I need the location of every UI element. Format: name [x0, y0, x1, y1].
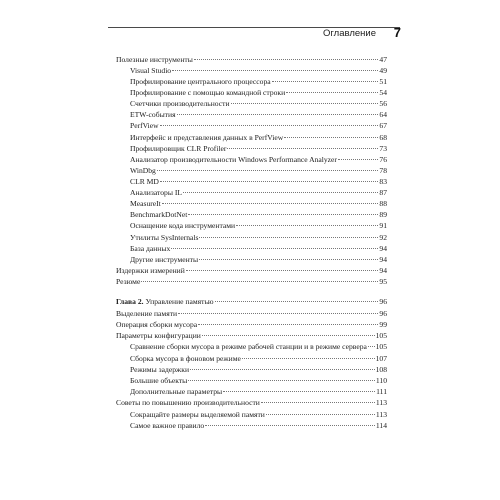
toc-entry-page: 94: [379, 266, 387, 275]
toc-entry-text: Операция сборки мусора: [116, 320, 198, 329]
toc-entry: [116, 297, 387, 307]
toc-entry-page: 73: [379, 144, 387, 153]
toc-entry-page: 96: [379, 297, 387, 306]
toc-entry: [130, 365, 387, 375]
toc-dot-leader: [266, 414, 375, 415]
toc-entry-text: Дополнительные параметры: [130, 387, 223, 396]
toc-entry-page: 64: [379, 110, 387, 119]
toc-entry-text: Параметры конфигурации: [116, 331, 201, 340]
toc-entry-page: 108: [375, 365, 387, 374]
toc-entry-title: [116, 277, 140, 287]
toc-entry-text: Интерфейс и представления данных в PerfView: [130, 133, 284, 142]
toc-dot-leader: [160, 181, 379, 182]
toc-entry-title: [130, 188, 182, 198]
toc-entry: [130, 110, 387, 120]
toc-dot-leader: [368, 346, 375, 347]
toc-entry-page: 51: [379, 77, 387, 86]
toc-entry: [130, 199, 387, 209]
toc-entry: [130, 99, 387, 109]
toc-dot-leader: [272, 81, 379, 82]
toc-entry-title: [116, 320, 197, 330]
toc-dot-leader: [188, 380, 375, 381]
toc-entry: [130, 66, 387, 76]
toc-dot-leader: [223, 391, 375, 392]
toc-dot-leader: [186, 270, 379, 271]
toc-entry-page: 83: [379, 177, 387, 186]
toc-entry-page: 91: [379, 221, 387, 230]
running-header-page-number: 7: [393, 25, 401, 40]
toc-entry-text: Сборка мусора в фоновом режиме: [130, 354, 241, 363]
toc-dot-leader: [338, 159, 378, 160]
toc-entry: [116, 320, 387, 330]
toc-entry: [130, 387, 387, 397]
toc-entry-text: Оснащение кода инструментами: [130, 221, 236, 230]
toc-entry-text: Сокращайте размеры выделяемой памяти: [130, 410, 265, 419]
toc-entry-title: [130, 365, 189, 375]
toc-entry: [130, 376, 387, 386]
toc-entry: [116, 277, 387, 287]
toc-entry-text: Сравнение сборки мусора в режиме рабочей станции и в режиме сервера: [130, 342, 367, 351]
toc-dot-leader: [284, 137, 378, 138]
toc-dot-leader: [205, 425, 375, 426]
toc-entry-page: 95: [379, 277, 387, 286]
toc-entry-title: [130, 110, 176, 120]
toc-entry-title: [130, 255, 198, 265]
toc-entry-text: Другие инструменты: [130, 255, 199, 264]
toc-entry-text: Большие объекты: [130, 376, 188, 385]
toc-entry-title: [130, 177, 159, 187]
toc-entry-page: 113: [375, 410, 387, 419]
toc-entry: [116, 309, 387, 319]
toc-entry: [130, 133, 387, 143]
toc-entry-text: Выделение памяти: [116, 309, 178, 318]
toc-entry: [130, 144, 387, 154]
toc-entry-page: 113: [375, 398, 387, 407]
toc-entry: [130, 244, 387, 254]
toc-entry-page: 89: [379, 210, 387, 219]
toc-entry-title: [130, 166, 156, 176]
toc-entry-page: 54: [379, 88, 387, 97]
toc-dot-leader: [188, 214, 378, 215]
toc-entry-title: [130, 410, 265, 420]
toc-entry-text: Анализатор производительности Windows Performance Analyzer: [130, 155, 337, 164]
toc-entry-text: База данных: [130, 244, 171, 253]
toc-entry-title: [130, 210, 187, 220]
toc-entry: [130, 221, 387, 231]
toc-dot-leader: [194, 59, 379, 60]
toc-dot-leader: [236, 225, 378, 226]
toc-dot-leader: [199, 259, 378, 260]
toc-dot-leader: [177, 114, 379, 115]
toc-entry-page: 76: [379, 155, 387, 164]
toc-entry-title: [130, 387, 222, 397]
toc-dot-leader: [198, 324, 378, 325]
toc-entry-page: 94: [379, 244, 387, 253]
toc-dot-leader: [202, 335, 375, 336]
toc-entry-text: Visual Studio: [130, 66, 172, 75]
toc-entry-title: [116, 398, 260, 408]
toc-dot-leader: [172, 70, 378, 71]
toc-entry: [130, 233, 387, 243]
toc-chapter-label: Глава 2.: [116, 297, 144, 306]
toc-entry-text: Самое важное правило: [130, 421, 205, 430]
toc-entry-text: Утилиты SysInternals: [130, 233, 199, 242]
toc-entry-page: 87: [379, 188, 387, 197]
toc-entry: [130, 188, 387, 198]
toc-entry-text: Счетчики производительности: [130, 99, 230, 108]
toc-entry-page: 105: [375, 331, 387, 340]
toc-entry-page: 92: [379, 233, 387, 242]
toc-entry-page: 105: [375, 342, 387, 351]
toc-entry-title: [130, 121, 159, 131]
toc-entry-text: Профилирование центрального процессора: [130, 77, 271, 86]
toc-entry-page: 110: [375, 376, 387, 385]
toc-entry: [116, 331, 387, 341]
toc-entry: [116, 55, 387, 65]
toc-entry: [130, 166, 387, 176]
toc-entry-title: [130, 144, 226, 154]
toc-dot-leader: [231, 103, 379, 104]
toc-dot-leader: [162, 203, 379, 204]
toc-entry-title: [130, 66, 171, 76]
toc-entry: [130, 255, 387, 265]
toc-dot-leader: [178, 313, 378, 314]
running-header-title: Оглавление: [323, 28, 376, 39]
toc-entry-title: [130, 342, 367, 352]
toc-entry-title: [130, 155, 337, 165]
toc-entry: [130, 354, 387, 364]
toc-entry-text: Резюме: [116, 277, 141, 286]
toc-entry-page: 96: [379, 309, 387, 318]
toc-dot-leader: [227, 148, 378, 149]
toc-entry-title: [116, 297, 214, 307]
toc-entry-page: 49: [379, 66, 387, 75]
toc-dot-leader: [157, 170, 379, 171]
toc-entry: [130, 410, 387, 420]
toc-dot-leader: [261, 402, 375, 403]
toc-dot-leader: [242, 358, 375, 359]
toc-entry-text: Режимы задержки: [130, 365, 190, 374]
toc-entry: [130, 342, 387, 352]
toc-entry-text: BenchmarkDotNet: [130, 210, 188, 219]
toc-entry-page: 107: [375, 354, 387, 363]
toc-entry-text: PerfView: [130, 121, 159, 130]
toc-entry-title: [116, 331, 201, 341]
toc-entry-title: [130, 133, 283, 143]
toc-dot-leader: [183, 192, 378, 193]
toc-entry-page: 67: [379, 121, 387, 130]
toc-entry-title: [130, 99, 230, 109]
toc-entry-page: 111: [376, 387, 387, 396]
toc-dot-leader: [190, 369, 375, 370]
toc-entry-page: 56: [379, 99, 387, 108]
toc-entry-title: [130, 233, 198, 243]
toc-entry-text: CLR MD: [130, 177, 159, 186]
toc-entry-page: 94: [379, 255, 387, 264]
toc-entry-text: Полезные инструменты: [116, 55, 193, 64]
toc-entry-text: MeasureIt: [130, 199, 161, 208]
toc-entry: [116, 266, 387, 276]
toc-entry: [130, 88, 387, 98]
toc-entry-title: [116, 55, 193, 65]
toc-entry-title: [116, 309, 177, 319]
toc-entry-text: Профилирование с помощью командной строки: [130, 88, 286, 97]
toc-entry: [116, 398, 387, 408]
toc-entry-title: [130, 199, 161, 209]
toc-entry-text: Профилировщик CLR Profiler: [130, 144, 227, 153]
toc-dot-leader: [286, 92, 378, 93]
toc-entry-page: 47: [379, 55, 387, 64]
toc-entry: [130, 177, 387, 187]
toc-entry-title: [130, 77, 271, 87]
toc-entry-title: [130, 376, 187, 386]
toc-entry: [130, 210, 387, 220]
toc-dot-leader: [171, 248, 378, 249]
toc-entry-page: 68: [379, 133, 387, 142]
toc-dot-leader: [199, 237, 378, 238]
toc-dot-leader: [215, 301, 379, 302]
toc-entry: [130, 77, 387, 87]
toc-entry-text: Управление памятью: [145, 297, 214, 306]
toc-entry-page: 78: [379, 166, 387, 175]
toc-entry-page: 114: [375, 421, 387, 430]
toc-entry-title: [130, 221, 235, 231]
toc-entry-text: Издержки измерений: [116, 266, 185, 275]
toc-entry: [130, 421, 387, 431]
toc-entry-page: 88: [379, 199, 387, 208]
toc-dot-leader: [160, 125, 379, 126]
toc-entry-title: [130, 244, 170, 254]
toc-dot-leader: [141, 281, 378, 282]
toc-entry-title: [116, 266, 185, 276]
toc-entry-text: ETW-события: [130, 110, 176, 119]
toc-entry-title: [130, 354, 241, 364]
toc-entry-page: 99: [379, 320, 387, 329]
toc-entry-text: WinDbg: [130, 166, 156, 175]
toc-entry-title: [130, 88, 285, 98]
toc-entry-text: Анализаторы IL: [130, 188, 182, 197]
toc-entry-text: Советы по повышению производительности: [116, 398, 260, 407]
toc-entry: [130, 121, 387, 131]
toc-entry: [130, 155, 387, 165]
toc-entry-title: [130, 421, 204, 431]
